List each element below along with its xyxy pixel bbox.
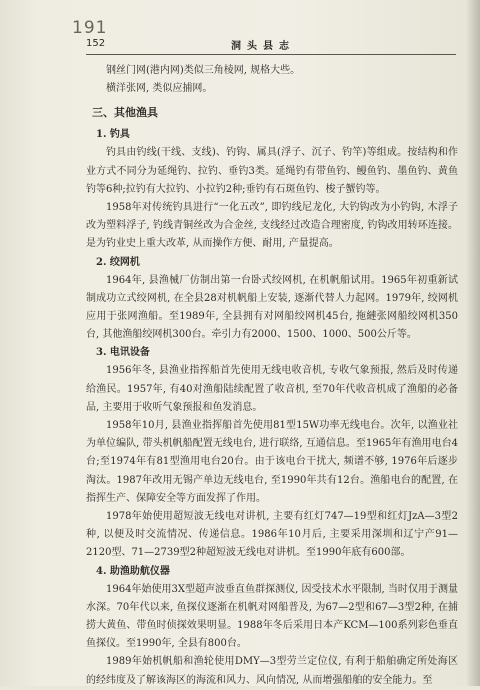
paragraph: 1964年始使用3X型超声波垂直鱼群探测仪, 因受技术水平限制, 当时仅用于测量水深。70年代以来, 鱼探仪逐渐在机帆对网船普及, 为67—2型和67—3型2种, 在捕捞大黄鱼、带鱼时侦探效果明显。1988年冬后采用日本产KCM—100系列彩色垂直鱼探仪。至1990年, 全县有800台。	[86, 583, 458, 650]
running-header	[86, 36, 456, 55]
subsection-heading: 3. 电讯设备	[96, 347, 150, 359]
page-body	[86, 62, 458, 690]
subsection-heading: 2. 绞网机	[96, 256, 140, 268]
paragraph: 钓具由钓线(干线、支线)、钓钩、属具(浮子、沉子、钓竿)等组成。按结构和作业方式不同分为延绳钓、拉钓、垂钓3类。延绳钓有带鱼钓、鳗鱼钓、墨鱼钓、黄鱼钓等6种;拉钓有大拉钓、小拉钓2种;垂钓有石斑鱼钓、梭子蟹钓等。	[86, 147, 458, 195]
section-heading: 三、其他渔具	[92, 106, 158, 120]
subsection-heading: 1. 钓具	[96, 129, 130, 141]
paragraph: 1958年对传统钓具进行“一化五改”, 即钓线尼龙化, 大钓钩改为小钓钩, 木浮子改为塑料浮子, 钓线青铜丝改为合金丝, 支线经过改造合理密度, 钓钩改用转环连接。是为钓业史上重大改革, 从而操作方便、耐用, 产量提高。	[86, 202, 458, 250]
paragraph: 1989年始机帆船和渔轮使用DMY—3型劳兰定位仪, 有利于船舶确定所处海区的经纬度及了解该海区的海流和风力、风向情况, 从而增强船舶的安全能力。至	[86, 656, 458, 686]
paragraph: 1978年始使用超短波无线电对讲机, 主要有红灯747—19型和红灯JzA—3型2种, 以便及时交流情况、传递信息。1986年10月后, 主要采用深圳和辽宁产91—2120型、71—2739型2种超短波无线电对讲机。至1990年底有600部。	[86, 511, 458, 559]
handwritten-page-mark: 191	[72, 18, 108, 38]
paragraph: 横洋张网, 类似应捕网。	[106, 83, 213, 95]
running-title: 洞头县志	[231, 41, 295, 52]
paragraph: 1958年10月, 县渔业指挥船首先使用81型15W功率无线电台。次年, 以渔业社为单位编队, 带头机帆船配置无线电台, 进行联络, 互通信息。至1965年有渔用电台4台;至1974年有81型渔用电台20台。由于该电台干扰大, 频谱不够, 1976年后逐步淘汰。1987年改用无锡产单边无线电台, 至1990年共有12台。渔船电台的配置, 在指挥生产、保障安全等方面发挥了作用。	[86, 420, 458, 504]
paragraph: 钢丝门网(港内网)类似三角棱网, 规格大些。	[106, 65, 301, 76]
paragraph: 1956年冬, 县渔业指挥船首先使用无线电收音机, 专收气象预报, 然后及时传递给渔民。1957年, 有40对渔船陆续配置了收音机, 至70年代收音机成了渔船的必备品, 主要用于收听气象预报和鱼发消息。	[86, 365, 458, 413]
subsection-heading: 4. 助渔助航仪器	[96, 565, 170, 577]
page-number: 152	[86, 38, 106, 49]
paragraph: 1964年, 县渔械厂仿制出第一台卧式绞网机, 在机帆船试用。1965年初重新试制成功立式绞网机, 在全县28对机帆船上安装, 逐渐代替人力起网。1979年, 绞网机应用于张网渔船。至1989年, 全县拥有对网船绞网机45台, 拖縺张网船绞网机350台, 其他渔船绞网机300台。牵引力有2000、1500、1000、500公斤等。	[86, 274, 458, 341]
page-spine-shadow	[466, 0, 480, 686]
